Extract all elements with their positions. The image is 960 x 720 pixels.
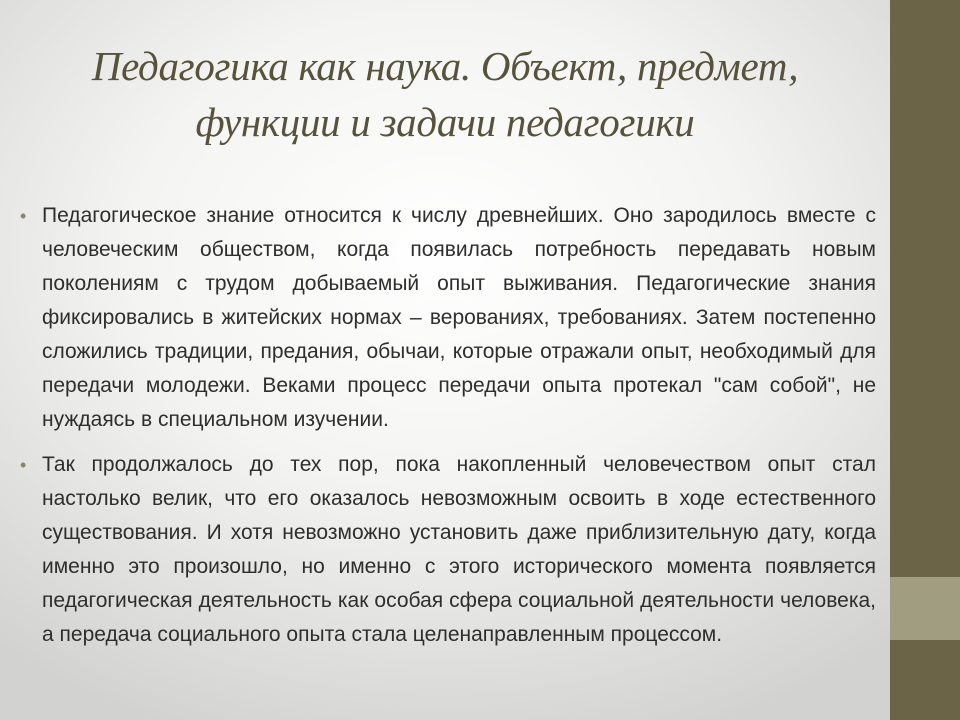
side-decoration-stripe xyxy=(890,577,960,640)
bullet-text: Педагогическое знание относится к числу древнейших. Оно зародилось вместе с человеческим обществом, когда появилась потребность передавать новым поколениям с трудом добываемый опыт выживания. Педагогические знания фиксировались в житейских нормах – верованиях, требованиях. Затем постепенно сложились традиции, предания, обычаи, которые отражали опыт, необходимый для передачи молодежи. Веками процесс передачи опыта протекал "сам собой", не нуждаясь в специальном изучении. xyxy=(42,204,876,431)
slide-title xyxy=(20,38,870,150)
bullet-item xyxy=(20,199,876,437)
bullet-dot-icon: • xyxy=(20,455,27,475)
slide-title-line-1: Педагогика как наука. Объект, предмет, xyxy=(91,43,799,89)
slide-title-line-2: функции и задачи педагогики xyxy=(195,99,695,145)
bullet-item xyxy=(20,448,876,652)
bullet-text: Так продолжалось до тех пор, пока накопленный человечеством опыт стал настолько велик, что его оказалось невозможным освоить в ходе естественного существования. И хотя невозможно установить даже приблизительную дату, когда именно это произошло, но именно с этого исторического момента появляется педагогическая деятельность как особая сфера социальной деятельности человека, а передача социального опыта стала целенаправленным процессом. xyxy=(42,453,876,646)
bullet-list xyxy=(20,199,876,663)
bullet-dot-icon: • xyxy=(20,206,27,226)
